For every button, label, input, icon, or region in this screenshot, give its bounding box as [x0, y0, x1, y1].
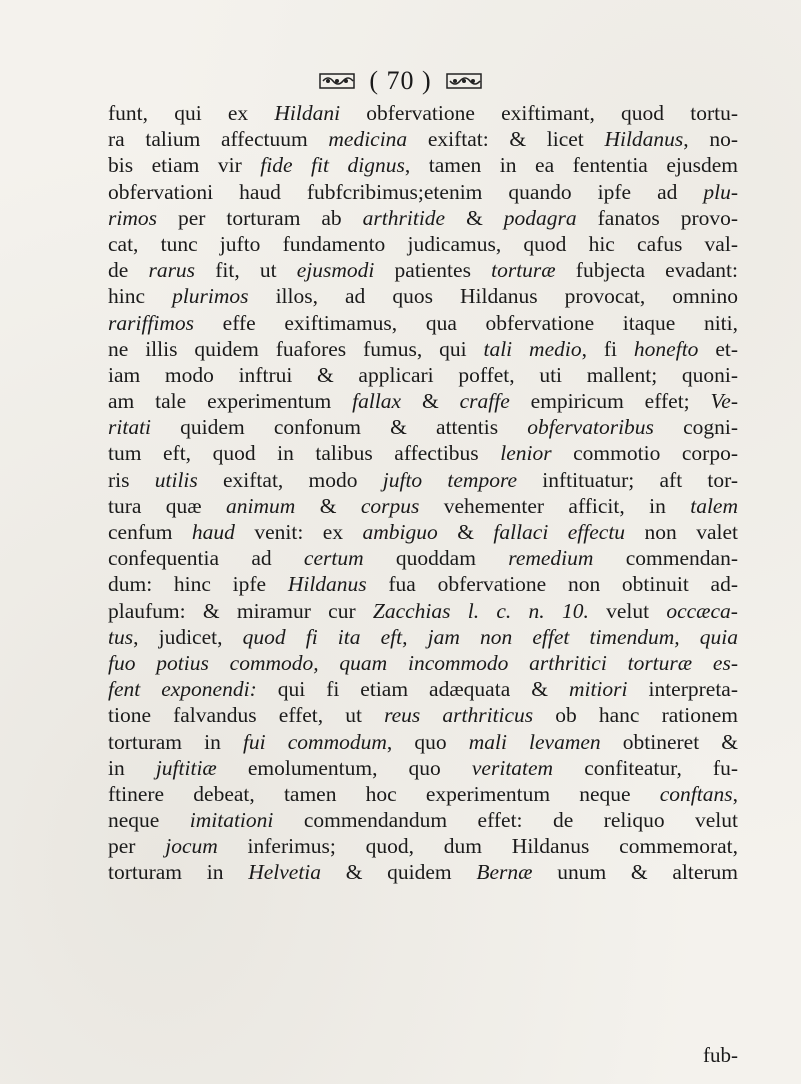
roman-text: venit: ex	[234, 520, 363, 544]
italic-text: fallax	[352, 389, 402, 414]
roman-text: obfervationi haud fubfcribimus;etenim quando ipfe ad	[108, 179, 704, 204]
italic-text: mitiori	[568, 677, 628, 702]
roman-text: fanatos provo-	[576, 205, 739, 230]
italic-text: craffe	[459, 389, 510, 414]
roman-text: empiricum effet;	[509, 389, 711, 414]
roman-text: ,	[732, 781, 738, 806]
roman-text: funt, qui ex	[108, 101, 275, 125]
page-number: ( 70 )	[369, 66, 432, 95]
roman-text: tione falvandus effet, ut	[108, 703, 385, 728]
text-line	[108, 100, 738, 126]
roman-text: &	[445, 205, 504, 230]
italic-text: Hildani	[274, 101, 341, 125]
italic-text: tus	[108, 624, 134, 649]
text-line	[108, 231, 738, 257]
text-line	[108, 414, 738, 440]
roman-text: iam modo inftrui & applicari poffet, uti mallent; quoni-	[108, 362, 738, 387]
roman-text: am tale experimentum	[108, 389, 353, 414]
italic-text: ritati	[108, 415, 152, 440]
italic-text: Bernæ	[476, 860, 533, 885]
roman-text: cat, tunc jufto fundamento judicamus, quod hic cafus val-	[108, 231, 738, 256]
roman-text: ob hanc rationem	[533, 703, 738, 728]
italic-text: arthritide	[362, 205, 446, 230]
roman-text: exiftat: & licet	[407, 127, 605, 152]
roman-text: quoddam	[363, 546, 509, 571]
roman-text: quidem confonum & attentis	[151, 415, 528, 440]
text-line	[108, 362, 738, 388]
roman-text: plaufum: & miramur cur	[108, 598, 373, 623]
text-line	[108, 598, 738, 624]
roman-text: , tamen in ea fententia ejusdem	[404, 153, 739, 178]
text-line	[108, 310, 738, 336]
text-line	[108, 205, 738, 231]
roman-text: vehementer afficit, in	[419, 493, 691, 518]
roman-text: bis etiam vir	[108, 153, 261, 178]
text-line	[108, 152, 738, 178]
text-line	[108, 833, 738, 859]
roman-text: commendan-	[593, 546, 738, 571]
italic-text: reus arthriticus	[384, 703, 534, 728]
italic-text: jocum	[165, 834, 218, 859]
body-text	[108, 100, 738, 886]
text-line	[108, 729, 738, 755]
roman-text: in	[108, 755, 156, 780]
roman-text: , quo	[386, 729, 469, 754]
italic-text: juftitiæ	[155, 755, 217, 780]
roman-text: hinc	[108, 284, 173, 309]
roman-text: torturam in	[108, 860, 249, 885]
roman-text: obfervatione exiftimant, quod tortu-	[340, 101, 738, 125]
roman-text: ne illis quidem fuafores fumus, qui	[108, 336, 484, 361]
roman-text: dum: hinc ipfe	[108, 572, 288, 597]
italic-text: fide fit dignus	[260, 153, 405, 178]
roman-text: tum eft, quod in talibus affectibus	[108, 441, 501, 466]
roman-text: inftituatur; aft tor-	[517, 467, 739, 492]
text-line	[108, 676, 738, 702]
italic-text: fent exponendi:	[108, 677, 257, 702]
italic-text: quod fi ita eft, jam non effet timendum, quia	[242, 624, 739, 649]
italic-text: Hildanus	[287, 572, 367, 597]
text-line	[108, 859, 738, 885]
italic-text: rarus	[148, 258, 196, 283]
italic-text: honefto	[633, 336, 699, 361]
roman-text: & quidem	[321, 860, 477, 885]
italic-text: ejusmodi	[296, 258, 375, 283]
roman-text: , judicet,	[133, 624, 243, 649]
roman-text: unum & alterum	[532, 860, 738, 885]
text-line	[108, 702, 738, 728]
italic-text: jufto tempore	[382, 467, 518, 492]
roman-text: commotio corpo-	[551, 441, 738, 466]
roman-text: &	[437, 520, 494, 544]
italic-text: imitationi	[189, 808, 274, 833]
italic-text: veritatem	[471, 755, 554, 780]
roman-text: illos, ad quos Hildanus provocat, omnino	[248, 284, 738, 309]
italic-text: corpus	[360, 493, 420, 518]
text-line	[108, 519, 738, 545]
italic-text: conftans	[659, 781, 733, 806]
italic-text: fuo potius commodo, quam incommodo arthritici torturæ es-	[108, 650, 738, 675]
italic-text: plu-	[703, 179, 738, 204]
italic-text: torturæ	[491, 258, 556, 283]
roman-text: obtineret &	[600, 729, 738, 754]
text-line	[108, 781, 738, 807]
italic-text: certum	[303, 546, 364, 571]
roman-text: interpreta-	[627, 677, 738, 702]
roman-text: &	[401, 389, 460, 414]
text-line	[108, 179, 738, 205]
roman-text: confiteatur, fu-	[553, 755, 738, 780]
text-line	[108, 126, 738, 152]
roman-text: exiftat, modo	[197, 467, 383, 492]
roman-text: neque	[108, 808, 190, 833]
italic-text: occæca-	[666, 598, 738, 623]
text-line	[108, 624, 738, 650]
italic-text: animum	[226, 493, 296, 518]
text-line	[108, 467, 738, 493]
text-line	[108, 493, 738, 519]
left-ornament-icon	[319, 72, 355, 90]
roman-text: commendandum effet: de reliquo velut	[273, 808, 738, 833]
italic-text: Zacchias l. c. n. 10.	[372, 598, 589, 623]
text-line	[108, 571, 738, 597]
text-line	[108, 545, 738, 571]
roman-text: torturam in	[108, 729, 243, 754]
italic-text: haud	[191, 520, 235, 544]
text-line	[108, 440, 738, 466]
roman-text: cogni-	[653, 415, 738, 440]
italic-text: rimos	[108, 205, 157, 230]
italic-text: tali medio	[483, 336, 582, 361]
roman-text: non valet	[625, 520, 738, 544]
text-line	[108, 257, 738, 283]
italic-text: fallaci effectu	[493, 520, 626, 544]
roman-text: qui fi etiam adæquata &	[256, 677, 569, 702]
italic-text: remedium	[508, 546, 594, 571]
italic-text: plurimos	[172, 284, 249, 309]
roman-text: fubjecta evadant:	[555, 258, 739, 283]
italic-text: fui commodum	[242, 729, 387, 754]
roman-text: , no-	[683, 127, 738, 152]
roman-text: cenfum	[108, 520, 192, 544]
roman-text: et-	[698, 336, 738, 361]
roman-text: tura quæ	[108, 493, 227, 518]
roman-text: inferimus; quod, dum Hildanus commemorat,	[217, 834, 738, 859]
text-line	[108, 650, 738, 676]
italic-text: Hildanus	[604, 127, 684, 152]
italic-text: rariffimos	[108, 310, 195, 335]
italic-text: utilis	[154, 467, 198, 492]
roman-text: , fi	[581, 336, 634, 361]
roman-text: velut	[588, 598, 667, 623]
italic-text: obfervatoribus	[527, 415, 654, 440]
catchword: fub-	[703, 1043, 738, 1067]
roman-text: fua obfervatione non obtinuit ad-	[366, 572, 738, 597]
roman-text: per torturam ab	[156, 205, 363, 230]
roman-text: ftinere debeat, tamen hoc experimentum neque	[108, 781, 660, 806]
italic-text: ambiguo	[362, 520, 438, 544]
roman-text: de	[108, 258, 149, 283]
roman-text: emolumentum, quo	[216, 755, 472, 780]
roman-text: fit, ut	[195, 258, 297, 283]
text-line	[108, 807, 738, 833]
roman-text: effe exiftimamus, qua obfervatione itaque niti,	[194, 310, 738, 335]
roman-text: confequentia ad	[108, 546, 304, 571]
roman-text: ra talium affectuum	[108, 127, 329, 152]
text-line	[108, 336, 738, 362]
roman-text: ris	[108, 467, 155, 492]
italic-text: talem	[690, 493, 738, 518]
roman-text: &	[295, 493, 361, 518]
text-line	[108, 283, 738, 309]
roman-text: patientes	[374, 258, 492, 283]
italic-text: medicina	[328, 127, 408, 152]
page-header	[0, 66, 801, 102]
text-line	[108, 388, 738, 414]
italic-text: Helvetia	[248, 860, 322, 885]
italic-text: podagra	[503, 205, 577, 230]
italic-text: mali levamen	[468, 729, 601, 754]
text-line	[108, 755, 738, 781]
roman-text: per	[108, 834, 166, 859]
italic-text: lenior	[500, 441, 552, 466]
right-ornament-icon	[446, 72, 482, 90]
italic-text: Ve-	[710, 389, 738, 414]
